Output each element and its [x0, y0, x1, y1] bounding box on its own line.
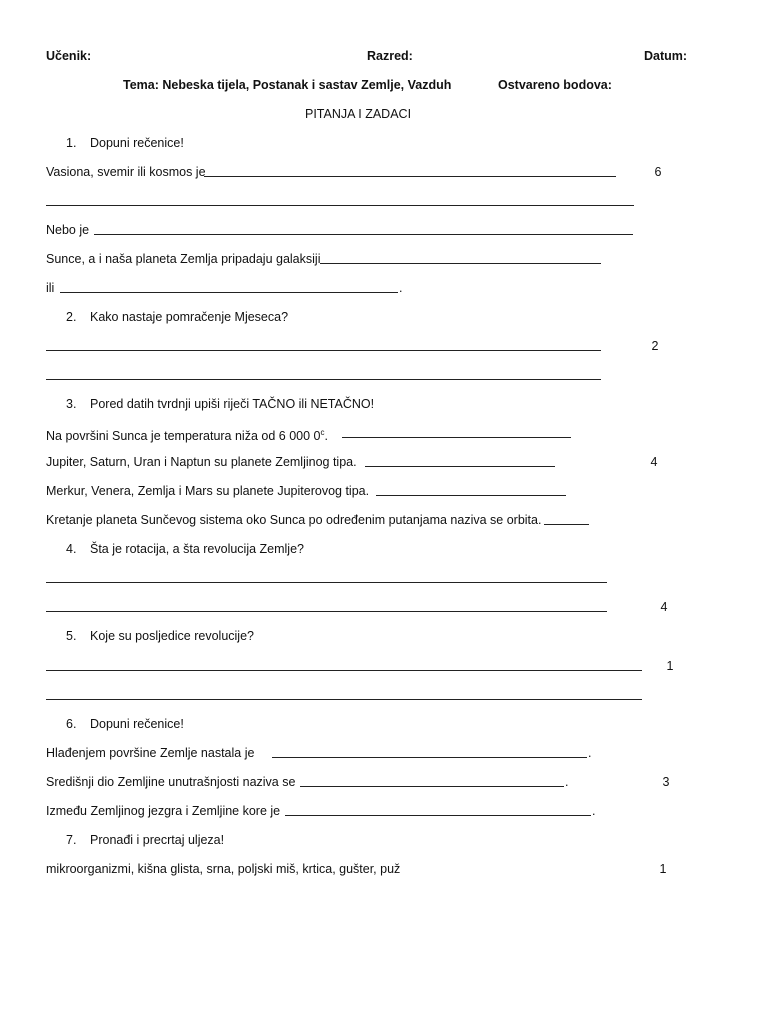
student-label: Učenik:	[46, 49, 92, 63]
q6-line-2-text: Središnji dio Zemljine unutrašnjosti naziva se	[46, 775, 296, 789]
section-title: PITANJA I ZADACI	[305, 107, 412, 121]
q1-title: Dopuni rečenice!	[90, 136, 184, 150]
topic-title: Tema: Nebeska tijela, Postanak i sastav Zemlje, Vazduh	[123, 78, 452, 92]
q5-title: Koje su posljedice revolucije?	[90, 629, 254, 643]
q3-statement-4: Kretanje planeta Sunčevog sistema oko Sunca po određenim putanjama naziva se orbita.	[46, 513, 542, 527]
q6-answer-line-2[interactable]	[300, 786, 564, 787]
q7-points: 1	[659, 862, 667, 876]
q3-number: 3.	[66, 397, 77, 411]
q3-statement-2: Jupiter, Saturn, Uran i Naptun su planete Zemljinog tipa.	[46, 455, 357, 469]
q3-statement-1: Na površini Sunca je temperatura niža od 6 000 0$^c$.	[46, 428, 328, 444]
q4-answer-line-1[interactable]	[46, 582, 607, 583]
q1-line-3-text: Sunce, a i naša planeta Zemlja pripadaju galaksiji	[46, 252, 321, 266]
q6-answer-line-3[interactable]	[285, 815, 591, 816]
q1-answer-line-3[interactable]	[94, 234, 633, 235]
q1-answer-line-5[interactable]	[60, 292, 398, 293]
q6-line-2-period: .	[565, 775, 569, 789]
class-label: Razred:	[367, 49, 413, 63]
q7-number: 7.	[66, 833, 77, 847]
q3-answer-line-1[interactable]	[342, 437, 571, 438]
q4-answer-line-2[interactable]	[46, 611, 607, 612]
q2-answer-line-2[interactable]	[46, 379, 601, 380]
score-label: Ostvareno bodova:	[498, 78, 612, 92]
q2-number: 2.	[66, 310, 77, 324]
q1-line-1-text: Vasiona, svemir ili kosmos je	[46, 165, 206, 179]
q1-answer-line-1[interactable]	[204, 176, 616, 177]
q3-answer-line-4[interactable]	[544, 524, 589, 525]
q1-answer-line-4[interactable]	[320, 263, 601, 264]
q6-answer-line-1[interactable]	[272, 757, 587, 758]
q3-title: Pored datih tvrdnji upiši riječi TAČNO ili NETAČNO!	[90, 397, 375, 411]
q1-points: 6	[654, 165, 662, 179]
q5-answer-line-1[interactable]	[46, 670, 642, 671]
q2-title: Kako nastaje pomračenje Mjeseca?	[90, 310, 289, 324]
q4-points: 4	[660, 600, 668, 614]
q5-points: 1	[666, 659, 674, 673]
date-label: Datum:	[644, 49, 688, 63]
q3-answer-line-2[interactable]	[365, 466, 555, 467]
q3-points: 4	[650, 455, 658, 469]
q4-number: 4.	[66, 542, 77, 556]
q2-answer-line-1[interactable]	[46, 350, 601, 351]
q6-number: 6.	[66, 717, 77, 731]
q1-line-4-period: .	[399, 281, 403, 295]
q7-title: Pronađi i precrtaj uljeza!	[90, 833, 225, 847]
q6-points: 3	[662, 775, 670, 789]
q6-line-3-text: Između Zemljinog jezgra i Zemljine kore je	[46, 804, 281, 818]
q1-line-4-text: ili	[46, 281, 55, 295]
q3-answer-line-3[interactable]	[376, 495, 566, 496]
q5-number: 5.	[66, 629, 77, 643]
q7-items[interactable]: mikroorganizmi, kišna glista, srna, poljski miš, krtica, gušter, puž	[46, 862, 401, 876]
q6-title: Dopuni rečenice!	[90, 717, 184, 731]
q6-line-1-period: .	[588, 746, 592, 760]
q4-title: Šta je rotacija, a šta revolucija Zemlje?	[90, 542, 304, 556]
q1-number: 1.	[66, 136, 77, 150]
q2-points: 2	[651, 339, 659, 353]
q6-line-1-text: Hlađenjem površine Zemlje nastala je	[46, 746, 255, 760]
q5-answer-line-2[interactable]	[46, 699, 642, 700]
q3-statement-3: Merkur, Venera, Zemlja i Mars su planete Jupiterovog tipa.	[46, 484, 370, 498]
q1-answer-line-2[interactable]	[46, 205, 634, 206]
q1-line-2-text: Nebo je	[46, 223, 90, 237]
q6-line-3-period: .	[592, 804, 596, 818]
